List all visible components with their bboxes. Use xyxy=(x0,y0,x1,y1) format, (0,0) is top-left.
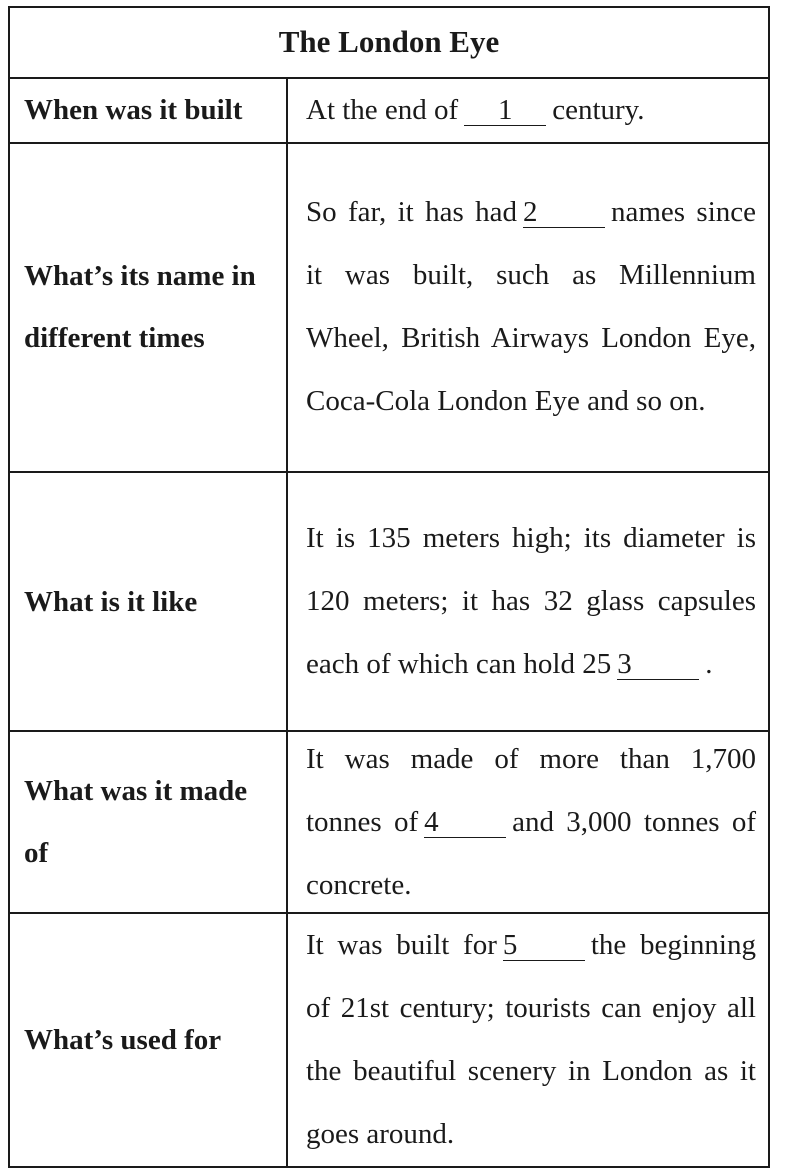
answer-used-for xyxy=(288,914,768,1166)
answer-made-of xyxy=(288,732,768,912)
table-row xyxy=(10,914,768,1166)
blank-3[interactable]: 3 xyxy=(617,649,699,680)
london-eye-table xyxy=(8,6,770,1168)
table-row xyxy=(10,79,768,144)
question-like: What is it like xyxy=(10,473,288,730)
answer-like xyxy=(288,473,768,730)
blank-2[interactable]: 2 xyxy=(523,197,605,228)
answer-text-before: So far, it has had xyxy=(306,196,517,229)
answer-text-before: It was built for xyxy=(306,929,497,962)
answer-names xyxy=(288,144,768,471)
question-used-for: What’s used for xyxy=(10,914,288,1166)
blank-4[interactable]: 4 xyxy=(424,807,506,838)
answer-text-before: It is 135 meters high; its diameter is 120 meters; it has 32 glass capsules each of which can hold 25 xyxy=(306,522,756,681)
table-row xyxy=(10,473,768,732)
question-names: What’s its name in different times xyxy=(10,144,288,471)
question-made-of: What was it made of xyxy=(10,732,288,912)
table-row xyxy=(10,144,768,473)
question-built: When was it built xyxy=(10,79,288,142)
blank-5[interactable]: 5 xyxy=(503,930,585,961)
answer-text-before: It was made of more than 1,700 tonnes of xyxy=(306,742,756,838)
blank-1[interactable]: 1 xyxy=(464,95,546,126)
answer-text-after: . xyxy=(705,648,713,681)
table-row xyxy=(10,732,768,914)
answer-text-after: names since it was built, such as Millennium Wheel, British Airways London Eye, Coca-Cola London Eye and so on. xyxy=(306,196,757,418)
answer-built xyxy=(288,79,768,142)
answer-text-after: the beginning of 21st century; tourists can enjoy all the beautiful scenery in London as it goes around. xyxy=(306,929,756,1151)
answer-text-before: At the end of xyxy=(306,93,459,126)
answer-text-after: century. xyxy=(552,93,645,126)
answer-text-after: and 3,000 tonnes of concrete. xyxy=(306,805,756,901)
table-title: The London Eye xyxy=(10,8,768,79)
